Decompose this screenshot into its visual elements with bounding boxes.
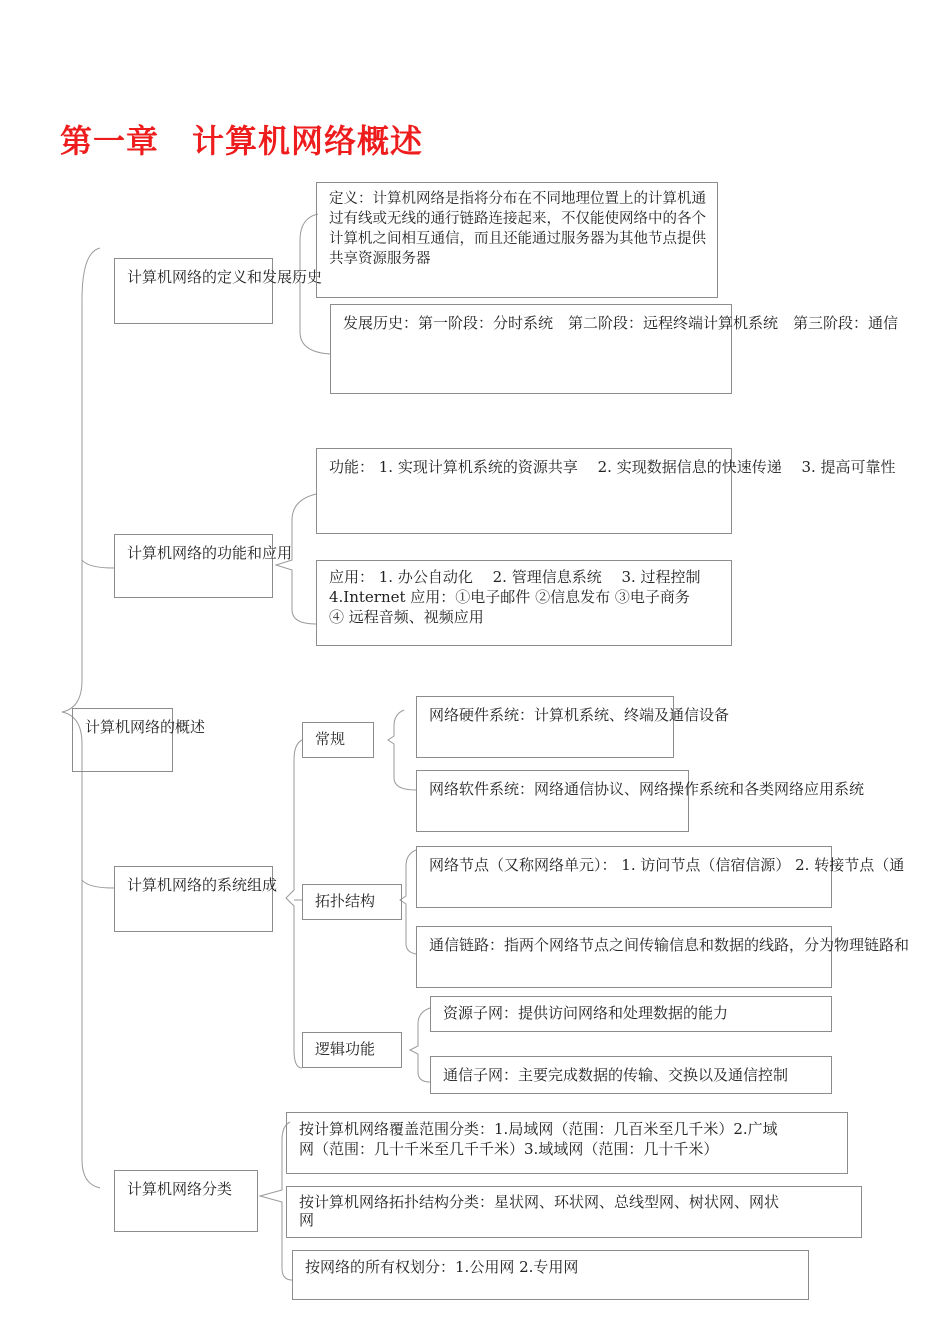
logical-brace [410, 1008, 430, 1082]
definition-development-node: 计算机网络的定义和发展历史 [114, 258, 273, 324]
link-box: 通信链路：指两个网络节点之间传输信息和数据的线路，分为物理链路和 [416, 926, 832, 988]
root-to-function [82, 560, 114, 568]
general-node: 常规 [302, 722, 374, 758]
function-application-node: 计算机网络的功能和应用 [114, 534, 273, 598]
classification-node: 计算机网络分类 [114, 1170, 258, 1232]
general-brace [388, 710, 416, 790]
page-title: 第一章 计算机网络概述 [60, 122, 424, 160]
topology-brace [400, 850, 416, 954]
definition-box: 定义：计算机网络是指将分布在不同地理位置上的计算机通过有线或无线的通行链路连接起来，不仅能使网络中的各个计算机之间相互通信，而且还能通过服务器为其他节点提供共享资源服务器 [316, 182, 718, 298]
system-composition-node: 计算机网络的系统组成 [114, 866, 273, 932]
hardware-box: 网络硬件系统：计算机系统、终端及通信设备 [416, 696, 674, 758]
node-box: 网络节点（又称网络单元）： 1. 访问节点（信宿信源） 2. 转接节点（通 [416, 846, 832, 908]
comm-subnet-box: 通信子网：主要完成数据的传输、交换以及通信控制 [430, 1056, 832, 1094]
history-box: 发展历史：第一阶段：分时系统 第二阶段：远程终端计算机系统 第三阶段：通信 [330, 304, 732, 394]
software-box: 网络软件系统：网络通信协议、网络操作系统和各类网络应用系统 [416, 770, 689, 832]
ownership-class-box: 按网络的所有权划分：1.公用网 2.专用网 [292, 1250, 809, 1300]
application-box: 应用： 1. 办公自动化 2. 管理信息系统 3. 过程控制 4.Internet 应用：①电子邮件 ②信息发布 ③电子商务 ④ 远程音频、视频应用 [316, 560, 732, 646]
logical-node: 逻辑功能 [302, 1032, 402, 1068]
root-to-composition [82, 880, 114, 888]
comp-brace [286, 740, 302, 1068]
root-node: 计算机网络的概述 [72, 708, 173, 772]
resource-subnet-box: 资源子网：提供访问网络和处理数据的能力 [430, 996, 832, 1032]
topology-class-box: 按计算机网络拓扑结构分类：星状网、环状网、总线型网、树状网、网状 网 [286, 1186, 862, 1238]
function-box: 功能： 1. 实现计算机系统的资源共享 2. 实现数据信息的快速传递 3. 提高可靠性 [316, 448, 732, 534]
range-class-box: 按计算机网络覆盖范围分类：1.局域网（范围：几百米至几千米）2.广域 网（范围：几十千米至几千千米）3.域域网（范围：几十千米） [286, 1112, 848, 1174]
topology-node: 拓扑结构 [302, 884, 402, 920]
